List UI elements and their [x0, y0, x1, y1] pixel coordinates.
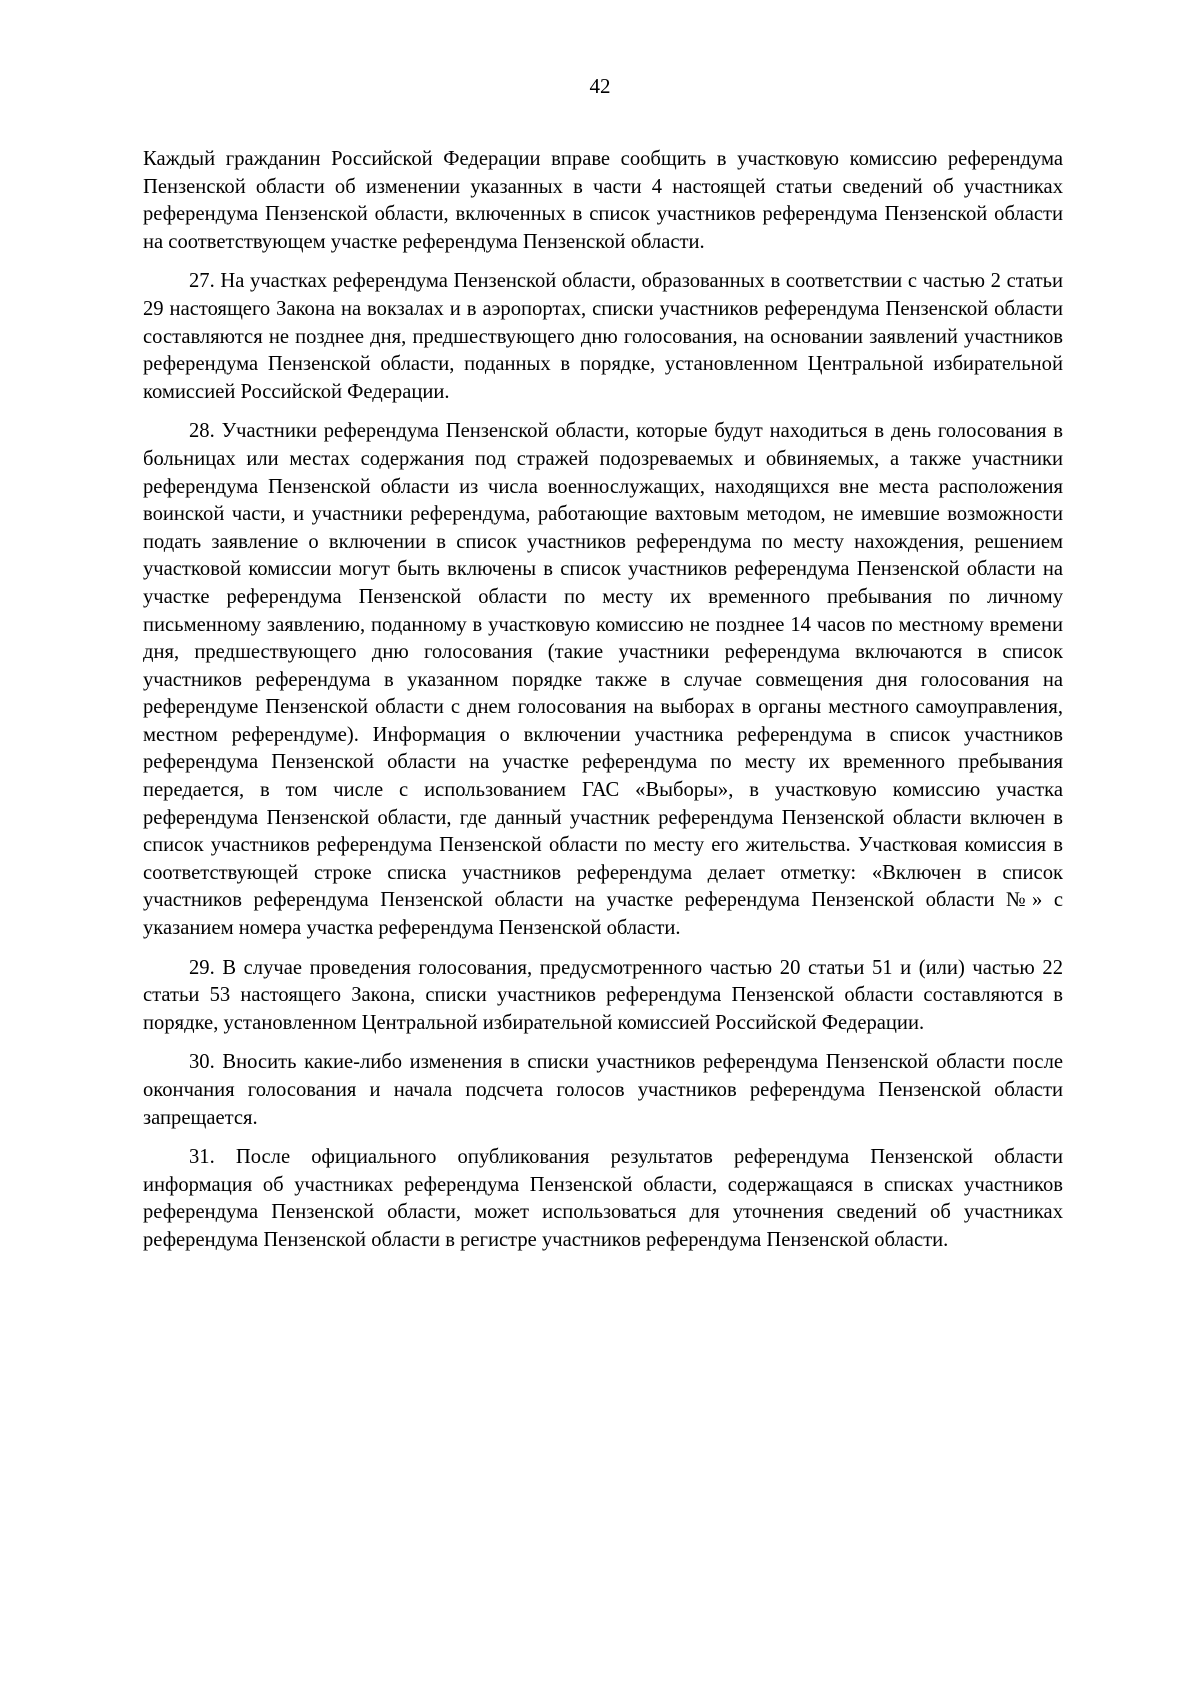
paragraph-item-28: 28. Участники референдума Пензенской области, которые будут находиться в день голосования в больницах или местах содержания под стражей подозреваемых и обвиняемых, а также участники референдума Пензенской области из числа военнослужащих, находящихся вне места расположения воинской части, и участники референдума, работающие вахтовым методом, не имевшие возможности подать заявление о включении в список участников референдума по месту нахождения, решением участковой комиссии могут быть включены в список участников референдума Пензенской области на участке референдума Пензенской области по месту их временного пребывания по личному письменному заявлению, поданному в участковую комиссию не позднее 14 часов по местному времени дня, предшествующего дню голосования (такие участники референдума включаются в список участников референдума в указанном порядке также в случае совмещения дня голосования на референдуме Пензенской области с днем голосования на выборах в органы местного самоуправления, местном референдуме). Информация о включении участника референдума в список участников референдума Пензенской области на участке референдума по месту их временного пребывания передается, в том числе с использованием ГАС «Выборы», в участковую комиссию участка референдума Пензенской области, где данный участник референдума Пензенской области включен в список участников референдума Пензенской области по месту его жительства. Участковая комиссия в соответствующей строке списка участников референдума делает отметку: «Включен в список участников референдума Пензенской области на участке референдума Пензенской области №» с указанием номера участка референдума Пензенской области.	[143, 420, 1063, 940]
document-body	[143, 146, 1063, 1267]
paragraph-continuation: Каждый гражданин Российской Федерации вправе сообщить в участковую комиссию референдума Пензенской области об изменении указанных в части 4 настоящей статьи сведений об участниках референдума Пензенской области, включенных в список участников референдума Пензенской области на соответствующем участке референдума Пензенской области.	[143, 148, 1063, 253]
paragraph-item-30: 30. Вносить какие-либо изменения в списки участников референдума Пензенской области после окончания голосования и начала подсчета голосов участников референдума Пензенской области запрещается.	[143, 1051, 1063, 1129]
paragraph-item-27: 27. На участках референдума Пензенской области, образованных в соответствии с частью 2 статьи 29 настоящего Закона на вокзалах и в аэропортах, списки участников референдума Пензенской области составляются не позднее дня, предшествующего дню голосования, на основании заявлений участников референдума Пензенской области, поданных в порядке, установленном Центральной избирательной комиссией Российской Федерации.	[143, 270, 1063, 403]
paragraph-item-29: 29. В случае проведения голосования, предусмотренного частью 20 статьи 51 и (или) частью 22 статьи 53 настоящего Закона, списки участников референдума Пензенской области составляются в порядке, установленном Центральной избирательной комиссией Российской Федерации.	[143, 956, 1063, 1034]
page-number: 42	[589, 74, 611, 98]
paragraph-item-31: 31. После официального опубликования результатов референдума Пензенской области информация об участниках референдума Пензенской области, содержащаяся в списках участников референдума Пензенской области, может использоваться для уточнения сведений об участниках референдума Пензенской области в регистре участников референдума Пензенской области.	[143, 1146, 1063, 1251]
